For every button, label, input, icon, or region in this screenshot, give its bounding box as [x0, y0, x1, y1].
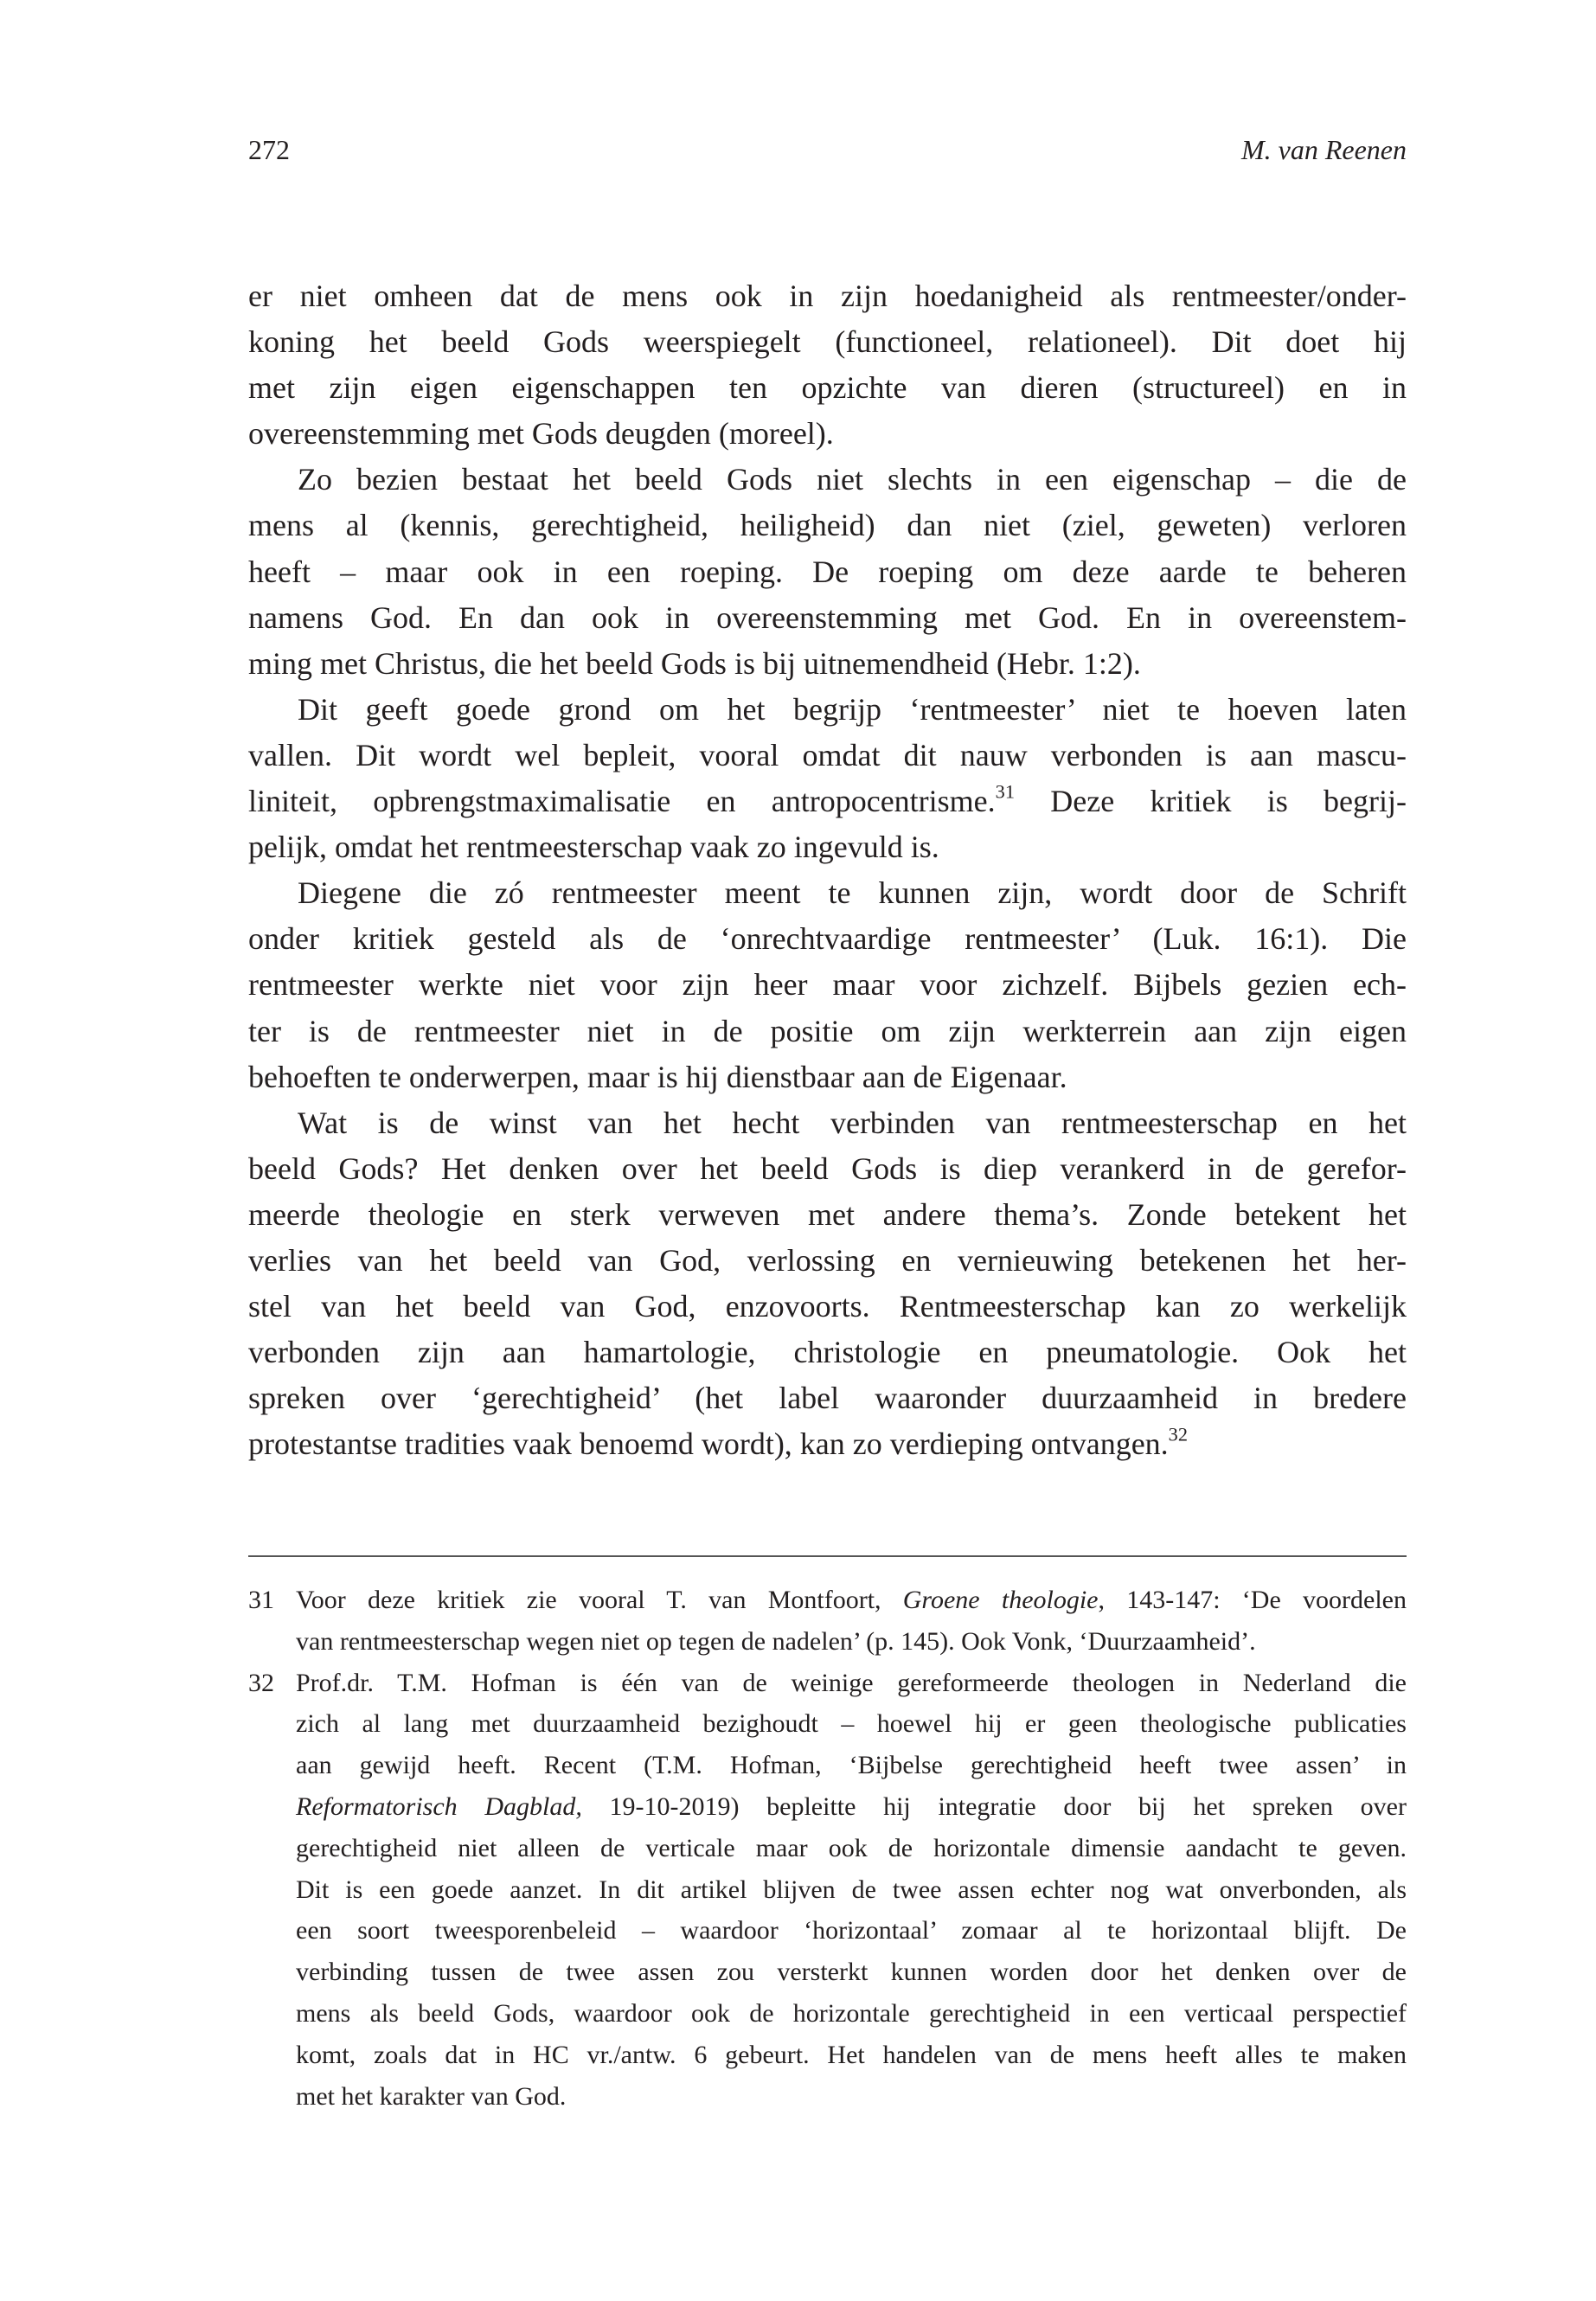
text-segment: aan gewijd heeft. Recent (T.M. Hofman, ‘Bijbelse gerechtigheid heeft twee assen’ in: [296, 1751, 1407, 1780]
text-segment: ming met Christus, die het beeld Gods is bij uitnemendheid (Hebr. 1:2).: [248, 645, 1141, 681]
text-segment: Voor deze kritiek zie vooral T. van Montfoort,: [296, 1586, 903, 1614]
text-segment: Prof.dr. T.M. Hofman is één van de weinige gereformeerde theologen in Nederland die: [296, 1668, 1407, 1697]
text-line: [248, 1192, 1407, 1238]
text-segment: spreken over ‘gerechtigheid’ (het label waaronder duurzaamheid in bredere: [248, 1381, 1407, 1416]
text-segment: mens al (kennis, gerechtigheid, heiligheid) dan niet (ziel, geweten) verloren: [248, 508, 1407, 543]
text-segment: met het karakter van God.: [296, 2081, 567, 2111]
text-line: [248, 870, 1407, 916]
footnote-line: [296, 1993, 1407, 2035]
text-segment: Reformatorisch Dagblad,: [296, 1791, 582, 1821]
text-segment: Deze kritiek is begrij-: [1014, 784, 1407, 819]
paragraph: [248, 870, 1407, 1099]
footnote-number: 32: [248, 1668, 274, 1697]
text-line: [248, 1238, 1407, 1284]
footnote-line: [296, 1621, 1407, 1663]
text-segment: pelijk, omdat het rentmeesterschap vaak zo ingevuld is.: [248, 830, 939, 865]
paragraph: [248, 1100, 1407, 1468]
text-segment: verlies van het beeld van God, verlossing en vernieuwing betekenen het her-: [248, 1242, 1407, 1278]
footnote-line: [296, 1663, 1407, 1704]
text-segment: Zo bezien bestaat het beeld Gods niet slechts in een eigenschap – die de: [298, 462, 1407, 497]
body-text: [248, 273, 1407, 1467]
text-line: [248, 733, 1407, 779]
footnote-divider: [248, 1555, 1407, 1557]
footnote-line: [296, 1580, 1407, 1621]
text-segment: verbinding tussen de twee assen zou versterkt kunnen worden door het denken over de: [296, 1958, 1407, 1987]
text-line: [248, 457, 1407, 503]
footnote-line: [296, 1910, 1407, 1952]
text-line: [248, 916, 1407, 962]
text-line: [248, 1009, 1407, 1054]
text-segment: onder kritiek gesteld als de ‘onrechtvaardige rentmeester’ (Luk. 16:1). Die: [248, 921, 1407, 957]
footnote-line: [296, 1869, 1407, 1911]
text-segment: zich al lang met duurzaamheid bezighoudt – hoewel hij er geen theologische publicaties: [296, 1709, 1407, 1739]
footnote-line: [296, 2076, 1407, 2118]
footnote: [248, 1663, 1407, 2118]
footnote-number: 31: [248, 1586, 274, 1614]
paragraph: [248, 687, 1407, 870]
text-line: [248, 319, 1407, 365]
text-segment: Dit is een goede aanzet. In dit artikel blijven de twee assen echter nog wat onverbonden, als: [296, 1875, 1407, 1904]
text-segment: een soort tweesporenbeleid – waardoor ‘horizontaal’ zomaar al te horizontaal blijft. De: [296, 1916, 1407, 1945]
footnote: [248, 1580, 1407, 1663]
text-segment: ter is de rentmeester niet in de positie om zijn werkterrein aan zijn eigen: [248, 1013, 1407, 1048]
running-head: M. van Reenen: [1240, 134, 1407, 165]
text-line: [248, 962, 1407, 1008]
text-segment: behoeften te onderwerpen, maar is hij dienstbaar aan de Eigenaar.: [248, 1059, 1067, 1094]
text-segment: overeenstemming met Gods deugden (moreel).: [248, 416, 834, 452]
text-line: [248, 365, 1407, 411]
text-segment: rentmeester werkte niet voor zijn heer maar voor zichzelf. Bijbels gezien ech-: [248, 967, 1407, 1003]
footnote-reference[interactable]: 32: [1168, 1423, 1188, 1445]
text-line: [248, 687, 1407, 733]
text-line: [248, 1421, 1407, 1467]
text-line: [248, 779, 1407, 824]
footnote-line: [296, 1952, 1407, 1993]
text-segment: protestantse tradities vaak benoemd wordt), kan zo verdieping ontvangen.: [248, 1426, 1169, 1462]
text-line: [248, 1284, 1407, 1330]
text-line: [248, 549, 1407, 595]
text-line: [248, 1054, 1407, 1100]
text-line: [248, 824, 1407, 870]
text-line: [248, 1375, 1407, 1421]
footnote-line: [296, 2035, 1407, 2076]
text-segment: Diegene die zó rentmeester meent te kunnen zijn, wordt door de Schrift: [298, 875, 1407, 911]
paragraph: [248, 273, 1407, 457]
footnote-line: [296, 1703, 1407, 1745]
text-segment: Dit geeft goede grond om het begrijp ‘rentmeester’ niet te hoeven laten: [298, 691, 1407, 727]
text-segment: , 143-147: ‘De voordelen: [1098, 1586, 1407, 1614]
footnote-reference[interactable]: 31: [995, 780, 1015, 803]
text-line: [248, 1146, 1407, 1192]
text-segment: verbonden zijn aan hamartologie, christologie en pneumatologie. Ook het: [248, 1335, 1407, 1370]
text-line: [248, 1100, 1407, 1146]
text-segment: mens als beeld Gods, waardoor ook de horizontale gerechtigheid in een verticaal perspectief: [296, 1998, 1407, 2028]
text-segment: namens God. En dan ook in overeenstemming met God. En in overeenstem-: [248, 599, 1407, 635]
text-line: [248, 273, 1407, 319]
text-segment: stel van het beeld van God, enzovoorts. Rentmeesterschap kan zo werkelijk: [248, 1289, 1407, 1324]
text-line: [248, 411, 1407, 457]
text-segment: Groene theologie: [902, 1586, 1099, 1614]
text-segment: vallen. Dit wordt wel bepleit, vooral omdat dit nauw verbonden is aan mascu-: [248, 737, 1407, 772]
text-segment: 19-10-2019) bepleitte hij integratie door bij het spreken over: [581, 1791, 1407, 1821]
text-segment: er niet omheen dat de mens ook in zijn hoedanigheid als rentmeester/onder-: [248, 279, 1407, 313]
text-line: [248, 641, 1407, 687]
text-line: [248, 1330, 1407, 1375]
footnote-line: [296, 1786, 1407, 1828]
paragraph: [248, 457, 1407, 686]
footnote-line: [296, 1745, 1407, 1786]
text-segment: met zijn eigen eigenschappen ten opzichte van dieren (structureel) en in: [248, 370, 1407, 406]
text-line: [248, 595, 1407, 641]
text-segment: Wat is de winst van het hecht verbinden van rentmeesterschap en het: [298, 1105, 1407, 1140]
text-segment: liniteit, opbrengstmaximalisatie en antropocentrisme.: [248, 784, 996, 819]
text-segment: meerde theologie en sterk verweven met andere thema’s. Zonde betekent het: [248, 1196, 1407, 1232]
text-segment: van rentmeesterschap wegen niet op tegen de nadelen’ (p. 145). Ook Vonk, ‘Duurzaamheid’.: [296, 1626, 1256, 1656]
page-number: 272: [248, 134, 290, 165]
text-segment: komt, zoals dat in HC vr./antw. 6 gebeurt. Het handelen van de mens heeft alles te maken: [296, 2040, 1407, 2069]
text-segment: heeft – maar ook in een roeping. De roeping om deze aarde te beheren: [248, 554, 1407, 589]
text-segment: gerechtigheid niet alleen de verticale maar ook de horizontale dimensie aandacht te geven.: [296, 1833, 1407, 1862]
text-segment: beeld Gods? Het denken over het beeld Gods is diep verankerd in de gerefor-: [248, 1150, 1407, 1186]
text-segment: koning het beeld Gods weerspiegelt (functioneel, relationeel). Dit doet hij: [248, 324, 1407, 360]
footnotes: [248, 1580, 1407, 2117]
footnote-line: [296, 1828, 1407, 1869]
text-line: [248, 503, 1407, 548]
